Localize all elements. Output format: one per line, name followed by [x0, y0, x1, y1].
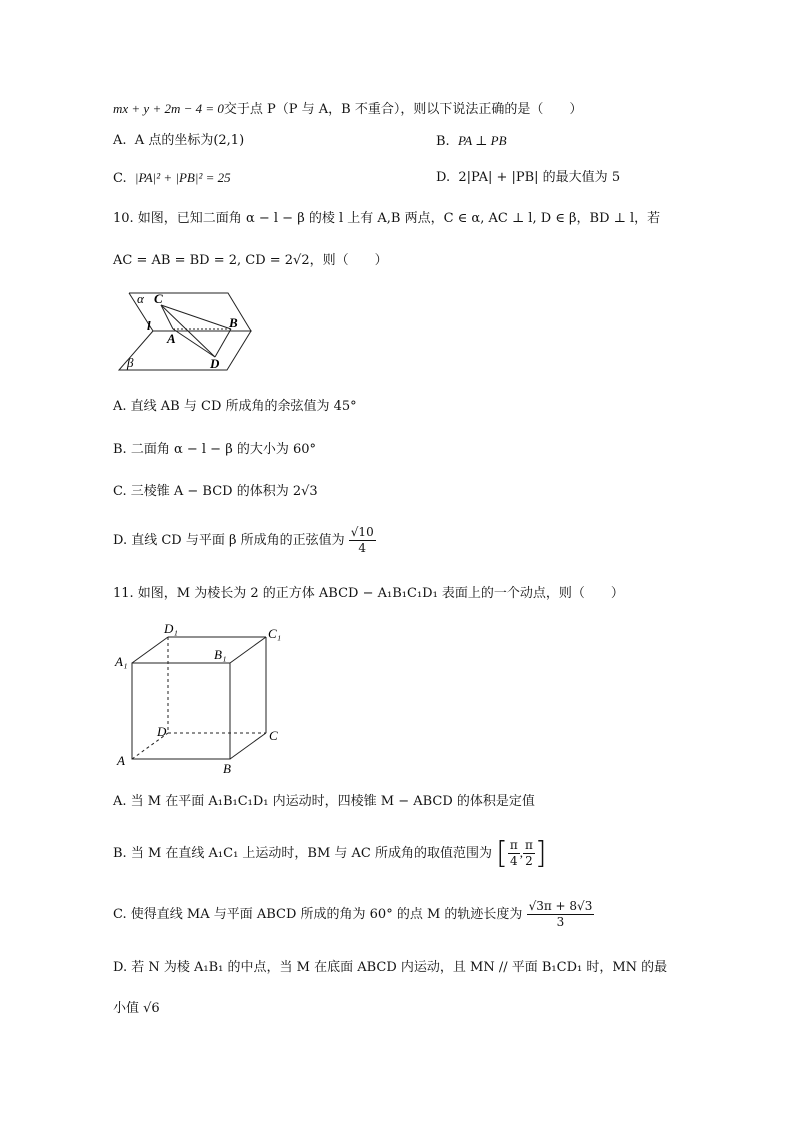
label-a: A: [167, 331, 176, 346]
label-a1: A₁: [115, 654, 128, 669]
q9-option-a: A. A 点的坐标为(2,1): [113, 133, 245, 148]
q11-cube-figure: [113, 620, 293, 778]
label-b1: B₁: [214, 647, 227, 662]
label-d: D: [210, 356, 220, 371]
q10-dihedral-figure: [113, 285, 255, 377]
label-a: A: [117, 753, 125, 768]
label-b: B: [229, 315, 238, 330]
edge-a1-d1: [132, 637, 168, 663]
q11-b-fraction-2: $\frac{\pi}{2}$: [525, 838, 533, 868]
q10-option-b: B. 二面角 α − l − β 的大小为 60°: [113, 442, 317, 457]
label-c1: C₁: [268, 626, 282, 641]
q11-option-d-line1: D. 若 N 为棱 A₁B₁ 的中点，当 M 在底面 ABCD 内运动，且 MN // 平面 B₁CD₁ 时，MN 的最: [113, 960, 668, 975]
q9-equation: mx + y + 2m − 4 = 0: [113, 101, 224, 116]
q9-stem-text: 交于点 P（P 与 A，B 不重合），则以下说法正确的是（ ）: [223, 102, 583, 117]
cube-front-face: [132, 663, 230, 759]
label-c: C: [269, 728, 278, 743]
q11-c-fraction: $\frac{√3\pi + 8√3}{3}$: [528, 899, 593, 929]
q10-option-a: A. 直线 AB 与 CD 所成角的余弦值为 45°: [113, 399, 357, 414]
label-l: l: [147, 318, 151, 333]
q10-d-fraction: $\frac{√10}{4}$: [350, 525, 374, 555]
q11-option-a: A. 当 M 在平面 A₁B₁C₁D₁ 内运动时，四棱锥 M − ABCD 的体积是定值: [113, 794, 535, 809]
q11-option-b: B. 当 M 在直线 A₁C₁ 上运动时，BM 与 AC 所成角的取值范围为 [ $\frac{\pi}{4}$ , $\frac{\pi}{2}$ ]: [113, 835, 547, 871]
label-alpha: α: [137, 291, 144, 306]
edge-b1-c1: [230, 637, 266, 663]
q9-option-c: C. |PA|² + |PB|² = 25: [113, 170, 231, 186]
label-c: C: [154, 291, 163, 306]
q10-option-c: C. 三棱锥 A − BCD 的体积为 2√3: [113, 484, 318, 499]
q11-option-c: C. 使得直线 MA 与平面 ABCD 所成的角为 60° 的点 M 的轨迹长度为 $\frac{√3\pi + 8√3}{3}$: [113, 899, 593, 929]
label-beta: β: [127, 355, 134, 370]
q10-stem-line1: 10. 如图，已知二面角 α − l − β 的棱 l 上有 A,B 两点，C ∈ α, AC ⊥ l, D ∈ β，BD ⊥ l，若: [113, 211, 661, 226]
segment-ad: [173, 329, 215, 357]
q10-option-d: D. 直线 CD 与平面 β 所成角的正弦值为 $\frac{√10}{4}$: [113, 525, 374, 555]
q9-option-b: B. PA ⊥ PB: [436, 133, 507, 149]
q10-stem-line2: AC = AB = BD = 2, CD = 2√2，则（ ）: [113, 253, 388, 268]
label-b: B: [223, 761, 231, 776]
segment-bd: [215, 329, 231, 357]
q9-option-d: D. 2|PA| + |PB| 的最大值为 5: [436, 170, 621, 185]
label-d1: D₁: [164, 621, 178, 636]
q11-b-fraction-1: $\frac{\pi}{4}$: [509, 838, 518, 868]
label-d: D: [157, 724, 167, 739]
q11-stem: 11. 如图，M 为棱长为 2 的正方体 ABCD − A₁B₁C₁D₁ 表面上的一个动点，则（ ）: [113, 586, 624, 601]
q9-stem-line: [113, 99, 582, 120]
q11-option-d-line2: 小值 √6: [113, 1001, 160, 1016]
edge-b-c: [230, 733, 266, 759]
